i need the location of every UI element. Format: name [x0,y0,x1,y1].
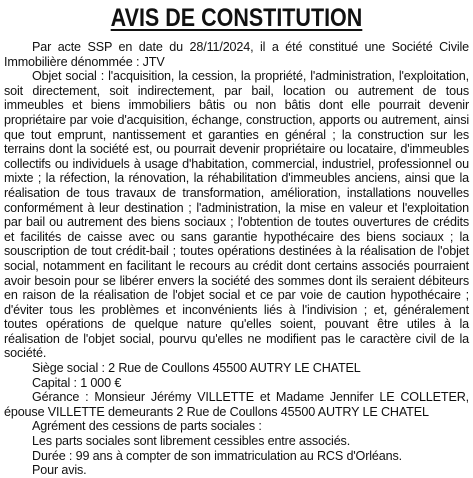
notice-body [4,40,469,478]
siege-social-line: Siège social : 2 Rue de Coullons 45500 AUTRY LE CHATEL [32,361,361,376]
intro-paragraph: Par acte SSP en date du 28/11/2024, il a été constitué une Société Civile Immobilière dénommée : JTV [4,40,469,69]
agrement-line: Agrément des cessions de parts sociales : [32,419,262,434]
pour-avis-line: Pour avis. [32,463,87,478]
parts-sociales-line: Les parts sociales sont librement cessibles entre associés. [32,434,351,449]
gerance-paragraph: Gérance : Monsieur Jérémy VILLETTE et Madame Jennifer LE COLLETER, épouse VILLETTE demeurants 2 Rue de Coullons 45500 AUTRY LE CHATEL [4,390,469,419]
capital-line: Capital : 1 000 € [32,375,122,390]
duree-line: Durée : 99 ans à compter de son immatriculation au RCS d'Orléans. [32,448,402,463]
objet-social-paragraph: Objet social : l'acquisition, la cession, la propriété, l'administration, l'exploitation, soit directement, soit indirectement, par bail, location ou autrement de tous immeubles et biens immobiliers bâtis ou non bâtis dont elle pourrait devenir propriétaire par voie d'acquisition, échange, construction, apports ou autrement, ainsi que tout emprunt, nantissement et garanties en général ; la construction sur les terrains dont la société est, ou pourrait devenir propriétaire ou locataire, d'immeubles collectifs ou individuels à usage d'habitation, commercial, industriel, professionnel ou mixte ; la réfection, la rénovation, la réhabilitation d'immeubles anciens, ainsi que la réalisation de tous travaux de transformation, amélioration, installations nouvelles conformément à leur destination ; l'administration, la mise en valeur et l'exploitation par bail ou autrement des biens sociaux ; l'obtention de toutes ouvertures de crédits et facilités de caisse avec ou sans garantie hypothécaire des biens sociaux ; la souscription de tout crédit-bail ; toutes opérations destinées à la réalisation de l'objet social, notamment en facilitant le recours au crédit dont certains associés pourraient avoir besoin pour se libérer envers la société des sommes dont ils seraient débiteurs en raison de la réalisation de l'objet social et ce par voie de caution hypothécaire ; d'éviter tous les problèmes et inconvénients liés à l'indivision ; et, généralement toutes opérations de quelque nature qu'elles soient, pouvant être utiles à la réalisation de l'objet social, pourvu qu'elles ne modifient pas le caractère civil de la société. [4,69,469,361]
notice-title: AVIS DE CONSTITUTION [110,4,363,32]
